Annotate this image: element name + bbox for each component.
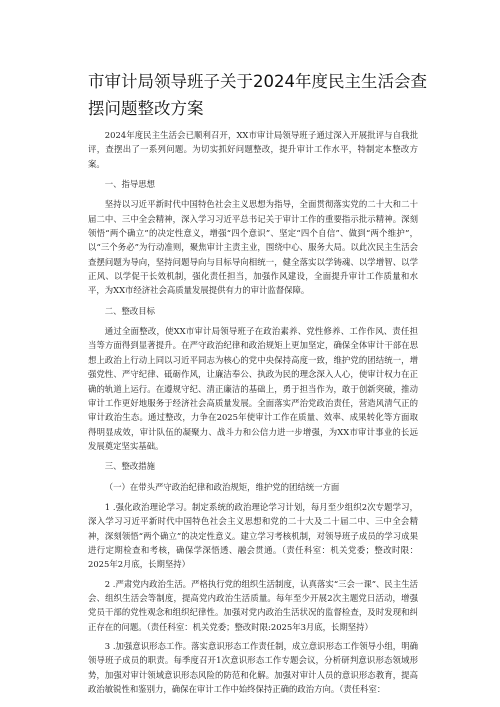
section-heading-measures: 三、整改措施: [104, 461, 156, 472]
section-heading-goals: 二、整改目标: [104, 305, 156, 316]
document-body: [88, 128, 418, 701]
document-title: 市审计局领导班子关于2024年度民主生活会查摆问题整改方案: [88, 72, 427, 118]
measure-item-3: 3 .加强意识形态工作。落实意识形态工作责任制，成立意识形态工作领导小组，明确领导班子成员的职责。每季度召开1次意识形态工作专题会议，分析研判意识形态领域形势，加强对审计领域意识形态风险的防范和化解。加强对审计人员的意识形态教育，提高政治敏锐性和鉴别力，确保在审计工作中始终保持正确的政治方向。（责任科室：: [88, 641, 418, 695]
section-paragraph-guiding-ideology: 坚持以习近平新时代中国特色社会主义思想为指导，全面贯彻落实党的二十大和二十届二中、三中全会精神，深入学习习近平总书记关于审计工作的重要指示批示精神。深刻领悟“两个确立”的决定性意义，增强“四个意识”、坚定“四个自信”、做到“两个维护”，以“三个务必”为行动准则，聚焦审计主责主业，围绕中心、服务大局。以此次民主生活会查摆问题为导向，坚持问题导向与目标导向相统一，健全落实以学铸魂、以学增智、以学正风、以学促干长效机制，强化责任担当，加强作风建设，全面提升审计工作质量和水平，为XX市经济社会高质量发展提供有力的审计监督保障。: [88, 199, 418, 296]
subsection-heading-political-discipline: （一）在带头严守政治纪律和政治规矩，维护党的团结统一方面: [104, 481, 340, 492]
intro-paragraph: 2024年度民主生活会已顺利召开，XX市审计局领导班子通过深入开展批评与自我批评，查摆出了一系列问题。为切实抓好问题整改，提升审计工作水平，特制定本整改方案。: [88, 130, 418, 169]
measure-item-2: 2 .严肃党内政治生活。严格执行党的组织生活制度，认真落实“三会一课”、民主生活会、组织生活会等制度，提高党内政治生活质量。每年至少开展2次主题党日活动，增强党员干部的党性观念和组织纪律性。加强对党内政治生活状况的监督检查，及时发现和纠正存在的问题。（责任科室：机关党委；整改时限:2025年3月底，长期坚持）: [88, 578, 418, 632]
measure-item-1: 1 .强化政治理论学习。制定系统的政治理论学习计划，每月至少组织2次专题学习，深入学习习近平新时代中国特色社会主义思想和党的二十大及二十届二中、三中全会精神，深刻领悟“两个确立”的决定性意义。建立学习考核机制，对领导班子成员的学习成果进行定期检查和考核，确保学深悟透、融会贯通。（责任科室：机关党委；整改时限：2025年2月底，长期坚持）: [88, 501, 418, 570]
section-heading-guiding-ideology: 一、指导思想: [104, 179, 156, 190]
section-paragraph-goals: 通过全面整改，使XX市审计局领导班子在政治素养、党性修养、工作作风、责任担当等方面得到显著提升。在严守政治纪律和政治规矩上更加坚定，确保全体审计干部在思想上政治上行动上同以习近平同志为核心的党中央保持高度一致，维护党的团结统一，增强党性、严守纪律、砥砺作风，让廉洁奉公、执政为民的理念深入人心，使审计权力在正确的轨道上运行。在遵规守纪、清正廉洁的基础上，勇于担当作为，敢于创新突破，推动审计工作更好地服务于经济社会高质量发展。全面落实严治党政治责任，营造风清气正的审计政治生态。通过整改，力争在2025年使审计工作在质量、效率、成果转化等方面取得明显成效，审计队伍的凝聚力、战斗力和公信力进一步增强，为XX市审计事业的长远发展奠定坚实基础。: [88, 326, 418, 451]
